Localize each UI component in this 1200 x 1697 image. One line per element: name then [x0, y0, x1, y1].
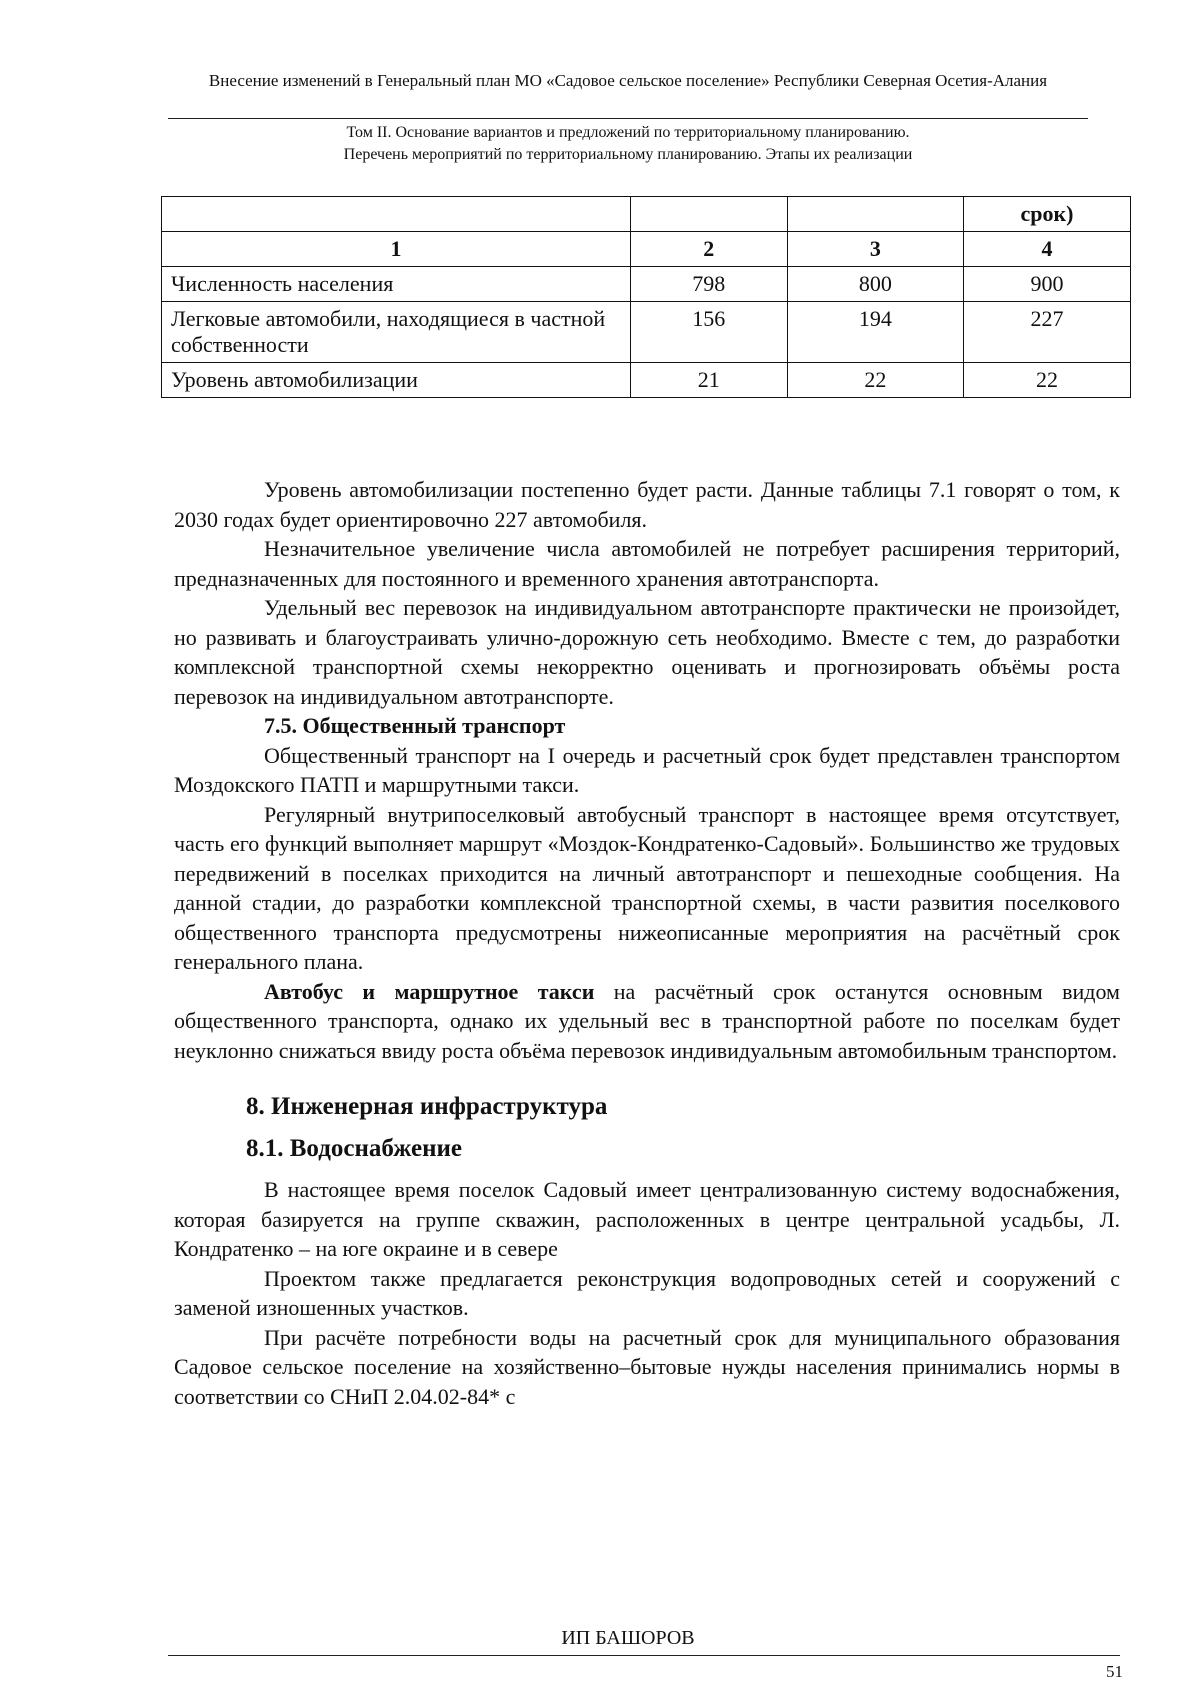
- paragraph: [174, 977, 1120, 1066]
- table-cell: 900: [964, 267, 1131, 302]
- table-row: [162, 267, 1131, 302]
- paragraph: Регулярный внутрипоселковый автобусный транспорт в настоящее время отсутствует, часть его функций выполняет маршрут «Моздок-Кондратенко-Садовый». Большинство же трудовых передвижений в поселках приходится на личный автотранспорт и пешеходные сообщения. На данной стадии, до разработки комплексной транспортной схемы, в части развития поселкового общественного транспорта предусмотрены нижеописанные мероприятия на расчётный срок генерального плана.: [174, 801, 1120, 974]
- subtitle-line-1: Том II. Основание вариантов и предложений по территориальному планированию.: [346, 124, 910, 141]
- row-label: Легковые автомобили, находящиеся в частной собственности: [162, 302, 631, 363]
- table-cell: [162, 197, 631, 232]
- page-number: 51: [1106, 1662, 1123, 1681]
- bold-lead: Автобус и маршрутное такси: [264, 978, 595, 1004]
- car-ownership-table: [161, 196, 1131, 398]
- table-cell: 22: [964, 363, 1131, 398]
- subtitle-line-2: Перечень мероприятий по территориальному планированию. Этапы их реализации: [343, 146, 913, 163]
- paragraph: В настоящее время поселок Садовый имеет централизованную систему водоснабжения, которая базируется на группе скважин, расположенных в центре центральной усадьбы, Л. Кондратенко – на юге окраине и в севере: [174, 1177, 1120, 1261]
- column-number: 1: [162, 232, 631, 267]
- column-number: 2: [630, 232, 787, 267]
- section-heading-water-supply: 8.1. Водоснабжение: [246, 1135, 463, 1162]
- paragraph-rest: на расчётный срок останутся основным видом общественного транспорта, однако их удельный вес в транспортной работе по поселкам будет неуклонно снижаться ввиду роста объёма перевозок индивидуальным автомобильным транспортом.: [174, 978, 1120, 1063]
- table-cell: 227: [964, 302, 1131, 363]
- table-cell: 194: [787, 302, 963, 363]
- table-cell: 21: [630, 363, 787, 398]
- paragraph: Проектом также предлагается реконструкция водопроводных сетей и сооружений с заменой изношенных участков.: [174, 1265, 1120, 1320]
- table-cell: [630, 197, 787, 232]
- row-label: Численность населения: [162, 267, 631, 302]
- row-label: Уровень автомобилизации: [162, 363, 631, 398]
- paragraph: Удельный вес перевозок на индивидуальном автотранспорте практически не произойдет, но развивать и благоустраивать улично-дорожную сеть необходимо. Вместе с тем, до разработки комплексной транспортной схемы некорректно оценивать и прогнозировать объёмы роста перевозок на индивидуальном автотранспорте.: [174, 595, 1120, 709]
- document-header-subtitle: [168, 122, 1088, 166]
- paragraph: Уровень автомобилизации постепенно будет расти. Данные таблицы 7.1 говорят о том, к 2030 годах будет ориентировочно 227 автомобиля.: [174, 477, 1120, 532]
- table-cell: [787, 197, 963, 232]
- table-cell: 22: [787, 363, 963, 398]
- paragraph: Общественный транспорт на I очередь и расчетный срок будет представлен транспортом Моздокского ПАТП и маршрутными такси.: [174, 742, 1120, 797]
- table-cell: 798: [630, 267, 787, 302]
- paragraph: Незначительное увеличение числа автомобилей не потребует расширения территорий, предназначенных для постоянного и временного хранения автотранспорта.: [174, 536, 1120, 591]
- table-cell: срок): [964, 197, 1131, 232]
- section-heading-engineering-infrastructure: 8. Инженерная инфраструктура: [246, 1093, 608, 1120]
- subsection-heading-public-transport: 7.5. Общественный транспорт: [264, 713, 566, 738]
- document-body: [174, 475, 1120, 1411]
- header-divider: [168, 118, 1088, 119]
- table-top-row: [162, 197, 1131, 232]
- table-cell: 156: [630, 302, 787, 363]
- table-cell: 800: [787, 267, 963, 302]
- column-number: 3: [787, 232, 963, 267]
- table-row: [162, 302, 1131, 363]
- paragraph: При расчёте потребности воды на расчетный срок для муниципального образования Садовое сельское поселение на хозяйственно–бытовые нужды населения принимались нормы в соответствии со СНиП 2.04.02-84* с: [174, 1324, 1120, 1409]
- document-header-title: Внесение изменений в Генеральный план МО «Садовое сельское поселение» Республики Северная Осетия-Алания: [208, 71, 1048, 90]
- table-header-row: [162, 232, 1131, 267]
- footer-divider: [168, 1655, 1120, 1656]
- column-number: 4: [964, 232, 1131, 267]
- footer-company: ИП БАШОРОВ: [561, 1627, 695, 1649]
- table-row: [162, 363, 1131, 398]
